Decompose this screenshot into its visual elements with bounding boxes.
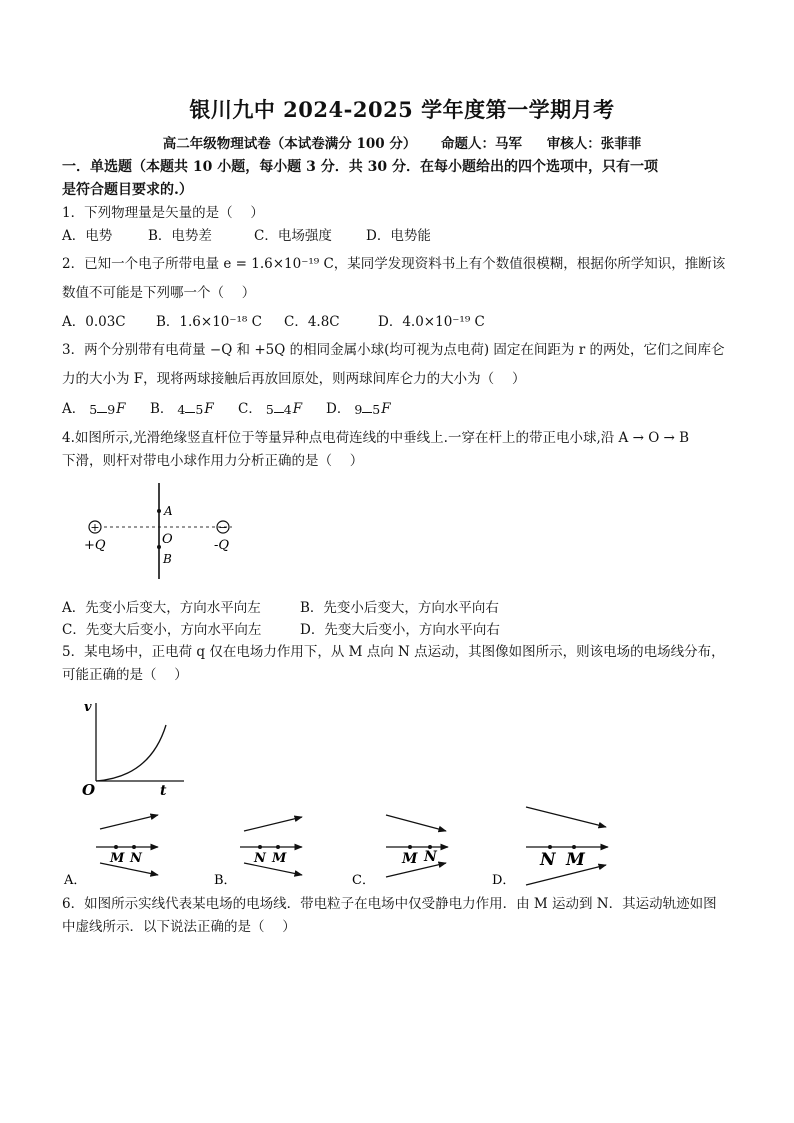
y-axis-label: v: [84, 700, 92, 715]
q2-option-c: C．4.8C: [284, 314, 340, 330]
q4-option-c: C．先变大后变小，方向水平向左: [62, 622, 262, 638]
q4-option-a: A．先变小后变大，方向水平向左: [62, 600, 261, 616]
q2-options: [62, 311, 742, 333]
q1-option-b: B．电势差: [148, 228, 212, 244]
q3-a-denominator: 9: [107, 402, 116, 417]
q3-b-var: F: [204, 401, 214, 417]
q5-d-p2: M: [566, 850, 585, 870]
point-b-label: B: [163, 552, 172, 566]
q3-c-var: F: [292, 401, 303, 417]
q3-option-b-label: B．: [150, 401, 174, 417]
q3-option-d: [326, 391, 391, 427]
q5-stem-line1: 5．某电场中，正电荷 q 仅在电场力作用下，从 M 点向 N 点运动，其图像如图所示，则该电场的电场线分布，: [62, 644, 725, 660]
q3-option-a-fraction: [89, 403, 115, 416]
q1-stem: 1．下列物理量是矢量的是（ ）: [62, 205, 264, 221]
q4-options-row2: [62, 619, 742, 641]
x-axis-label: t: [160, 783, 167, 797]
q3-stem-line2: 力的大小为 F，现将两球接触后再放回原处，则两球间库仑力的大小为（ ）: [62, 371, 526, 387]
q5-option-d-figure: [492, 807, 608, 888]
q5-option-b-figure: [214, 817, 302, 888]
q2-stem-line2: 数值不可能是下列哪一个（ ）: [62, 285, 256, 301]
point-a-dot: [157, 509, 161, 513]
q1-option-d: D．电势能: [366, 228, 431, 244]
q3-option-d-label: D．: [326, 401, 351, 417]
q3-a-var: F: [116, 401, 126, 417]
q3-options: [62, 391, 742, 427]
q4-stem-line2: 下滑，则杆对带电小球作用力分析正确的是（ ）: [62, 453, 364, 469]
q1-option-a: A．电势: [62, 228, 113, 244]
q2-stem-line1: 2．已知一个电子所带电量 e = 1.6×10⁻¹⁹ C，某同学发现资料书上有个数值很模糊，根据你所学知识，推断该: [62, 256, 726, 272]
q3-d-var: F: [381, 401, 391, 417]
q3-option-a: [62, 391, 150, 427]
section-heading-line1: 一．单选题（本题共 10 小题，每小题 3 分．共 30 分．在每小题给出的四个选项中，只有一项: [62, 159, 658, 175]
point-a-label: A: [164, 504, 173, 518]
q6-stem-line2: 中虚线所示．以下说法正确的是（ ）: [62, 919, 296, 935]
right-charge-label: -Q: [214, 538, 230, 553]
section-heading-line2: 是符合题目要求的.）: [62, 182, 193, 198]
q3-option-a-label: A．: [62, 401, 86, 417]
q5-c-p2: N: [424, 849, 437, 865]
q5-d-p1: N: [540, 850, 556, 870]
q3-option-b: [150, 391, 238, 427]
q3-b-denominator: 5: [195, 402, 204, 417]
q3-b-numerator: 4: [177, 402, 186, 417]
q3-d-numerator: 9: [354, 402, 363, 417]
q4-figure: [82, 481, 282, 593]
q6-stem-line1: 6．如图所示实线代表某电场的电场线．带电粒子在电场中仅受静电力作用．由 M 运动到 N．其运动轨迹如图: [62, 896, 717, 912]
left-charge-label: +Q: [84, 538, 106, 553]
q5-b-p1: N: [254, 851, 266, 866]
exam-title: 银川九中 2024-2025 学年度第一学期月考: [189, 97, 615, 122]
vt-curve: [96, 725, 166, 781]
q4-options-row1: [62, 597, 742, 619]
q3-option-c-fraction: [266, 403, 292, 416]
q5-b-label: B．: [214, 873, 237, 888]
q3-a-numerator: 5: [89, 402, 98, 417]
q5-vt-graph: [80, 697, 200, 797]
q5-c-label: C．: [352, 873, 375, 888]
subject-info: 高二年级物理试卷（本试卷满分 100 分）: [162, 136, 417, 152]
q5-b-p2: M: [272, 851, 287, 866]
q5-field-line-options: [62, 805, 622, 889]
q5-c-p1: M: [402, 851, 418, 867]
q2-option-a: A．0.03C: [62, 314, 126, 330]
author-info: 命题人：马军: [441, 136, 523, 152]
q3-option-c-label: C．: [238, 401, 262, 417]
exam-subtitle: [62, 132, 742, 152]
q5-option-a-figure: [63, 815, 158, 888]
q5-a-p1: M: [110, 851, 125, 866]
q5-option-c-figure: [352, 815, 448, 888]
q5-d-label: D．: [492, 873, 516, 888]
q2-option-b: B．1.6×10⁻¹⁸ C: [156, 314, 262, 330]
origin-label: O: [82, 781, 96, 797]
q3-option-c: [238, 391, 326, 427]
q1-options: [62, 225, 742, 247]
q3-c-denominator: 4: [283, 402, 292, 417]
positive-sign: +: [90, 521, 100, 534]
q3-option-d-fraction: [354, 403, 380, 416]
q3-stem-line1: 3．两个分别带有电荷量 −Q 和 +5Q 的相同金属小球(均可视为点电荷) 固定在间距为 r 的两处，它们之间库仑: [62, 342, 725, 358]
point-b-dot: [157, 545, 161, 549]
q5-stem-line2: 可能正确的是（ ）: [62, 667, 188, 683]
q3-d-denominator: 5: [372, 402, 381, 417]
center-label: O: [162, 532, 173, 547]
q4-option-b: B．先变小后变大，方向水平向右: [300, 600, 499, 616]
q3-c-numerator: 5: [265, 402, 274, 417]
reviewer-info: 审核人：张菲菲: [546, 136, 642, 152]
q3-option-b-fraction: [177, 403, 203, 416]
q4-stem-line1: 4.如图所示,光滑绝缘竖直杆位于等量异种点电荷连线的中垂线上.一穿在杆上的带正电小球,沿 A → O → B: [62, 430, 690, 446]
q1-option-c: C．电场强度: [254, 228, 332, 244]
q5-a-p2: N: [130, 851, 142, 866]
exam-page: [62, 94, 742, 939]
q4-option-d: D．先变大后变小，方向水平向右: [300, 622, 500, 638]
q2-option-d: D．4.0×10⁻¹⁹ C: [378, 314, 485, 330]
negative-sign: −: [218, 521, 228, 534]
q5-a-label: A．: [64, 873, 87, 888]
